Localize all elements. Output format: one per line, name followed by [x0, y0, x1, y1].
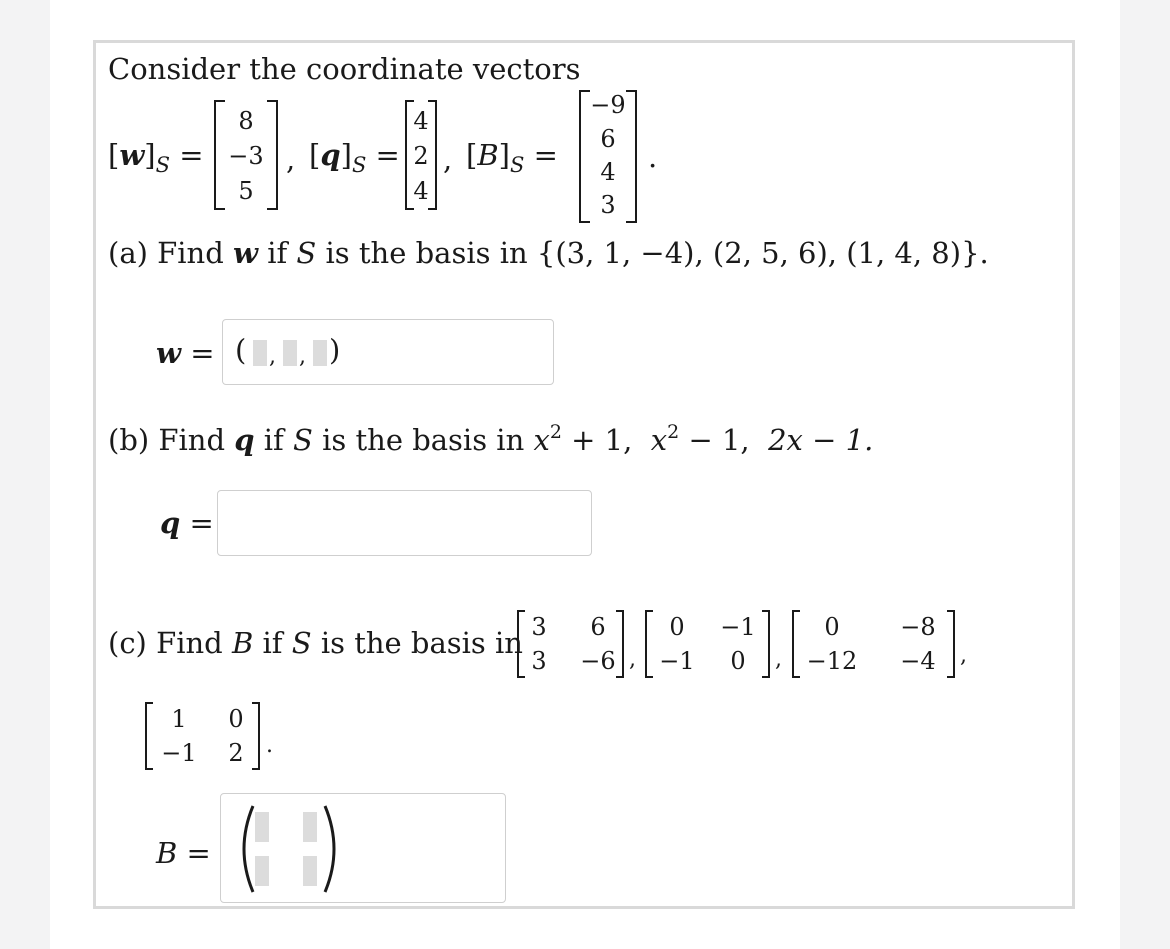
- matrix-comma-2: ,: [775, 647, 782, 672]
- B-subscript: S: [509, 153, 525, 177]
- q-coordinate-label: $[q]_S$ =: [309, 138, 400, 177]
- q-symbol: q: [320, 138, 341, 172]
- q-value-3: 4: [413, 177, 429, 205]
- poly-1-tail: + 1,: [571, 423, 633, 457]
- B-coordinate-label: $[B]_S$ =: [466, 138, 558, 177]
- B-a22-input[interactable]: [303, 856, 317, 886]
- B-a21-input[interactable]: [255, 856, 269, 886]
- B-answer-symbol: B: [156, 836, 178, 870]
- part-c-question: [108, 626, 523, 660]
- equals-sign: =: [186, 836, 211, 870]
- matrix-1-a11: 3: [531, 613, 547, 641]
- part-c-label: (c) Find: [108, 626, 223, 660]
- w-open-paren: (: [235, 333, 247, 367]
- w-component-1-input[interactable]: [253, 340, 267, 366]
- matrix-1-a22: −6: [580, 647, 616, 675]
- poly-2-exp: 2: [667, 421, 680, 443]
- part-c-basis-symbol: S: [291, 626, 312, 660]
- part-a-var: w: [233, 236, 258, 270]
- w-answer-box: [222, 319, 554, 385]
- matrix-1-a21: 3: [531, 647, 547, 675]
- q-subscript: S: [351, 153, 367, 177]
- equals-sign: =: [179, 138, 204, 172]
- B-matrix-parens: [233, 802, 345, 896]
- w-sep-1: ,: [269, 344, 276, 369]
- comma-1: ,: [286, 142, 296, 176]
- B-answer-box: [220, 793, 506, 903]
- B-value-2: 6: [600, 125, 616, 153]
- part-a-label: (a) Find: [108, 236, 224, 270]
- matrix-2-a22: 0: [730, 647, 746, 675]
- w-subscript: S: [155, 153, 171, 177]
- q-answer-symbol: q: [160, 506, 181, 540]
- equals-sign: =: [190, 336, 215, 370]
- q-value-1: 4: [413, 107, 429, 135]
- matrix-2-a12: −1: [720, 613, 756, 641]
- poly-3: 2x − 1.: [768, 423, 874, 457]
- matrix-period: .: [266, 733, 273, 758]
- period: .: [648, 140, 658, 174]
- matrix-2-a11: 0: [669, 613, 685, 641]
- B-a11-input[interactable]: [255, 812, 269, 842]
- intro-text: Consider the coordinate vectors: [108, 52, 581, 86]
- equals-sign: =: [189, 506, 214, 540]
- part-a-answer-label: [156, 336, 215, 370]
- equals-sign: =: [533, 138, 558, 172]
- w-symbol: w: [119, 138, 145, 172]
- comma-2: ,: [443, 142, 453, 176]
- part-a-basis-text: is the basis in {(3, 1, −4), (2, 5, 6), (1, 4, 8)}.: [325, 236, 989, 270]
- w-component-3-input[interactable]: [313, 340, 327, 366]
- part-a-question: [108, 236, 989, 270]
- poly-1-exp: 2: [549, 421, 562, 443]
- B-value-1: −9: [590, 91, 626, 119]
- part-b-var: q: [234, 423, 255, 457]
- matrix-4-a22: 2: [228, 739, 244, 767]
- matrix-3-a22: −4: [900, 647, 936, 675]
- w-value-3: 5: [238, 177, 254, 205]
- poly-2-var: x: [650, 423, 668, 457]
- B-value-3: 4: [600, 158, 616, 186]
- part-b-answer-label: [160, 506, 214, 540]
- part-c-basis-text: is the basis in: [320, 626, 523, 660]
- matrix-2-a21: −1: [659, 647, 695, 675]
- B-value-4: 3: [600, 191, 616, 219]
- w-answer-symbol: w: [156, 336, 181, 370]
- B-symbol: B: [477, 138, 499, 172]
- part-b-if: if: [263, 423, 284, 457]
- matrix-4-a21: −1: [161, 739, 197, 767]
- matrix-1-a12: 6: [590, 613, 606, 641]
- part-a-if: if: [267, 236, 288, 270]
- q-value-2: 2: [413, 142, 429, 170]
- w-sep-2: ,: [299, 344, 306, 369]
- w-value-1: 8: [238, 107, 254, 135]
- matrix-3-a21: −12: [806, 647, 858, 675]
- equals-sign: =: [375, 138, 400, 172]
- poly-2-tail: − 1,: [688, 423, 750, 457]
- matrix-4-a11: 1: [171, 705, 187, 733]
- part-c-if: if: [262, 626, 283, 660]
- part-b-question: [108, 421, 874, 457]
- part-c-var: B: [231, 626, 254, 660]
- problem-card: [93, 40, 1075, 909]
- matrix-3-a12: −8: [900, 613, 936, 641]
- B-a12-input[interactable]: [303, 812, 317, 842]
- matrix-4-a12: 0: [228, 705, 244, 733]
- w-value-2: −3: [228, 142, 264, 170]
- matrix-3-a11: 0: [824, 613, 840, 641]
- matrix-comma-1: ,: [629, 647, 636, 672]
- w-coordinate-label: $[w]_S$ =: [108, 138, 204, 177]
- part-b-label: (b) Find: [108, 423, 226, 457]
- w-close-paren: ): [329, 333, 341, 367]
- q-answer-input[interactable]: [217, 490, 592, 556]
- poly-1-var: x: [533, 423, 550, 457]
- part-a-basis-symbol: S: [296, 236, 317, 270]
- part-c-answer-label: [156, 836, 211, 870]
- part-b-basis-symbol: S: [293, 423, 313, 457]
- part-b-basis-text: is the basis in: [322, 423, 525, 457]
- w-component-2-input[interactable]: [283, 340, 297, 366]
- matrix-comma-3: ,: [960, 643, 967, 668]
